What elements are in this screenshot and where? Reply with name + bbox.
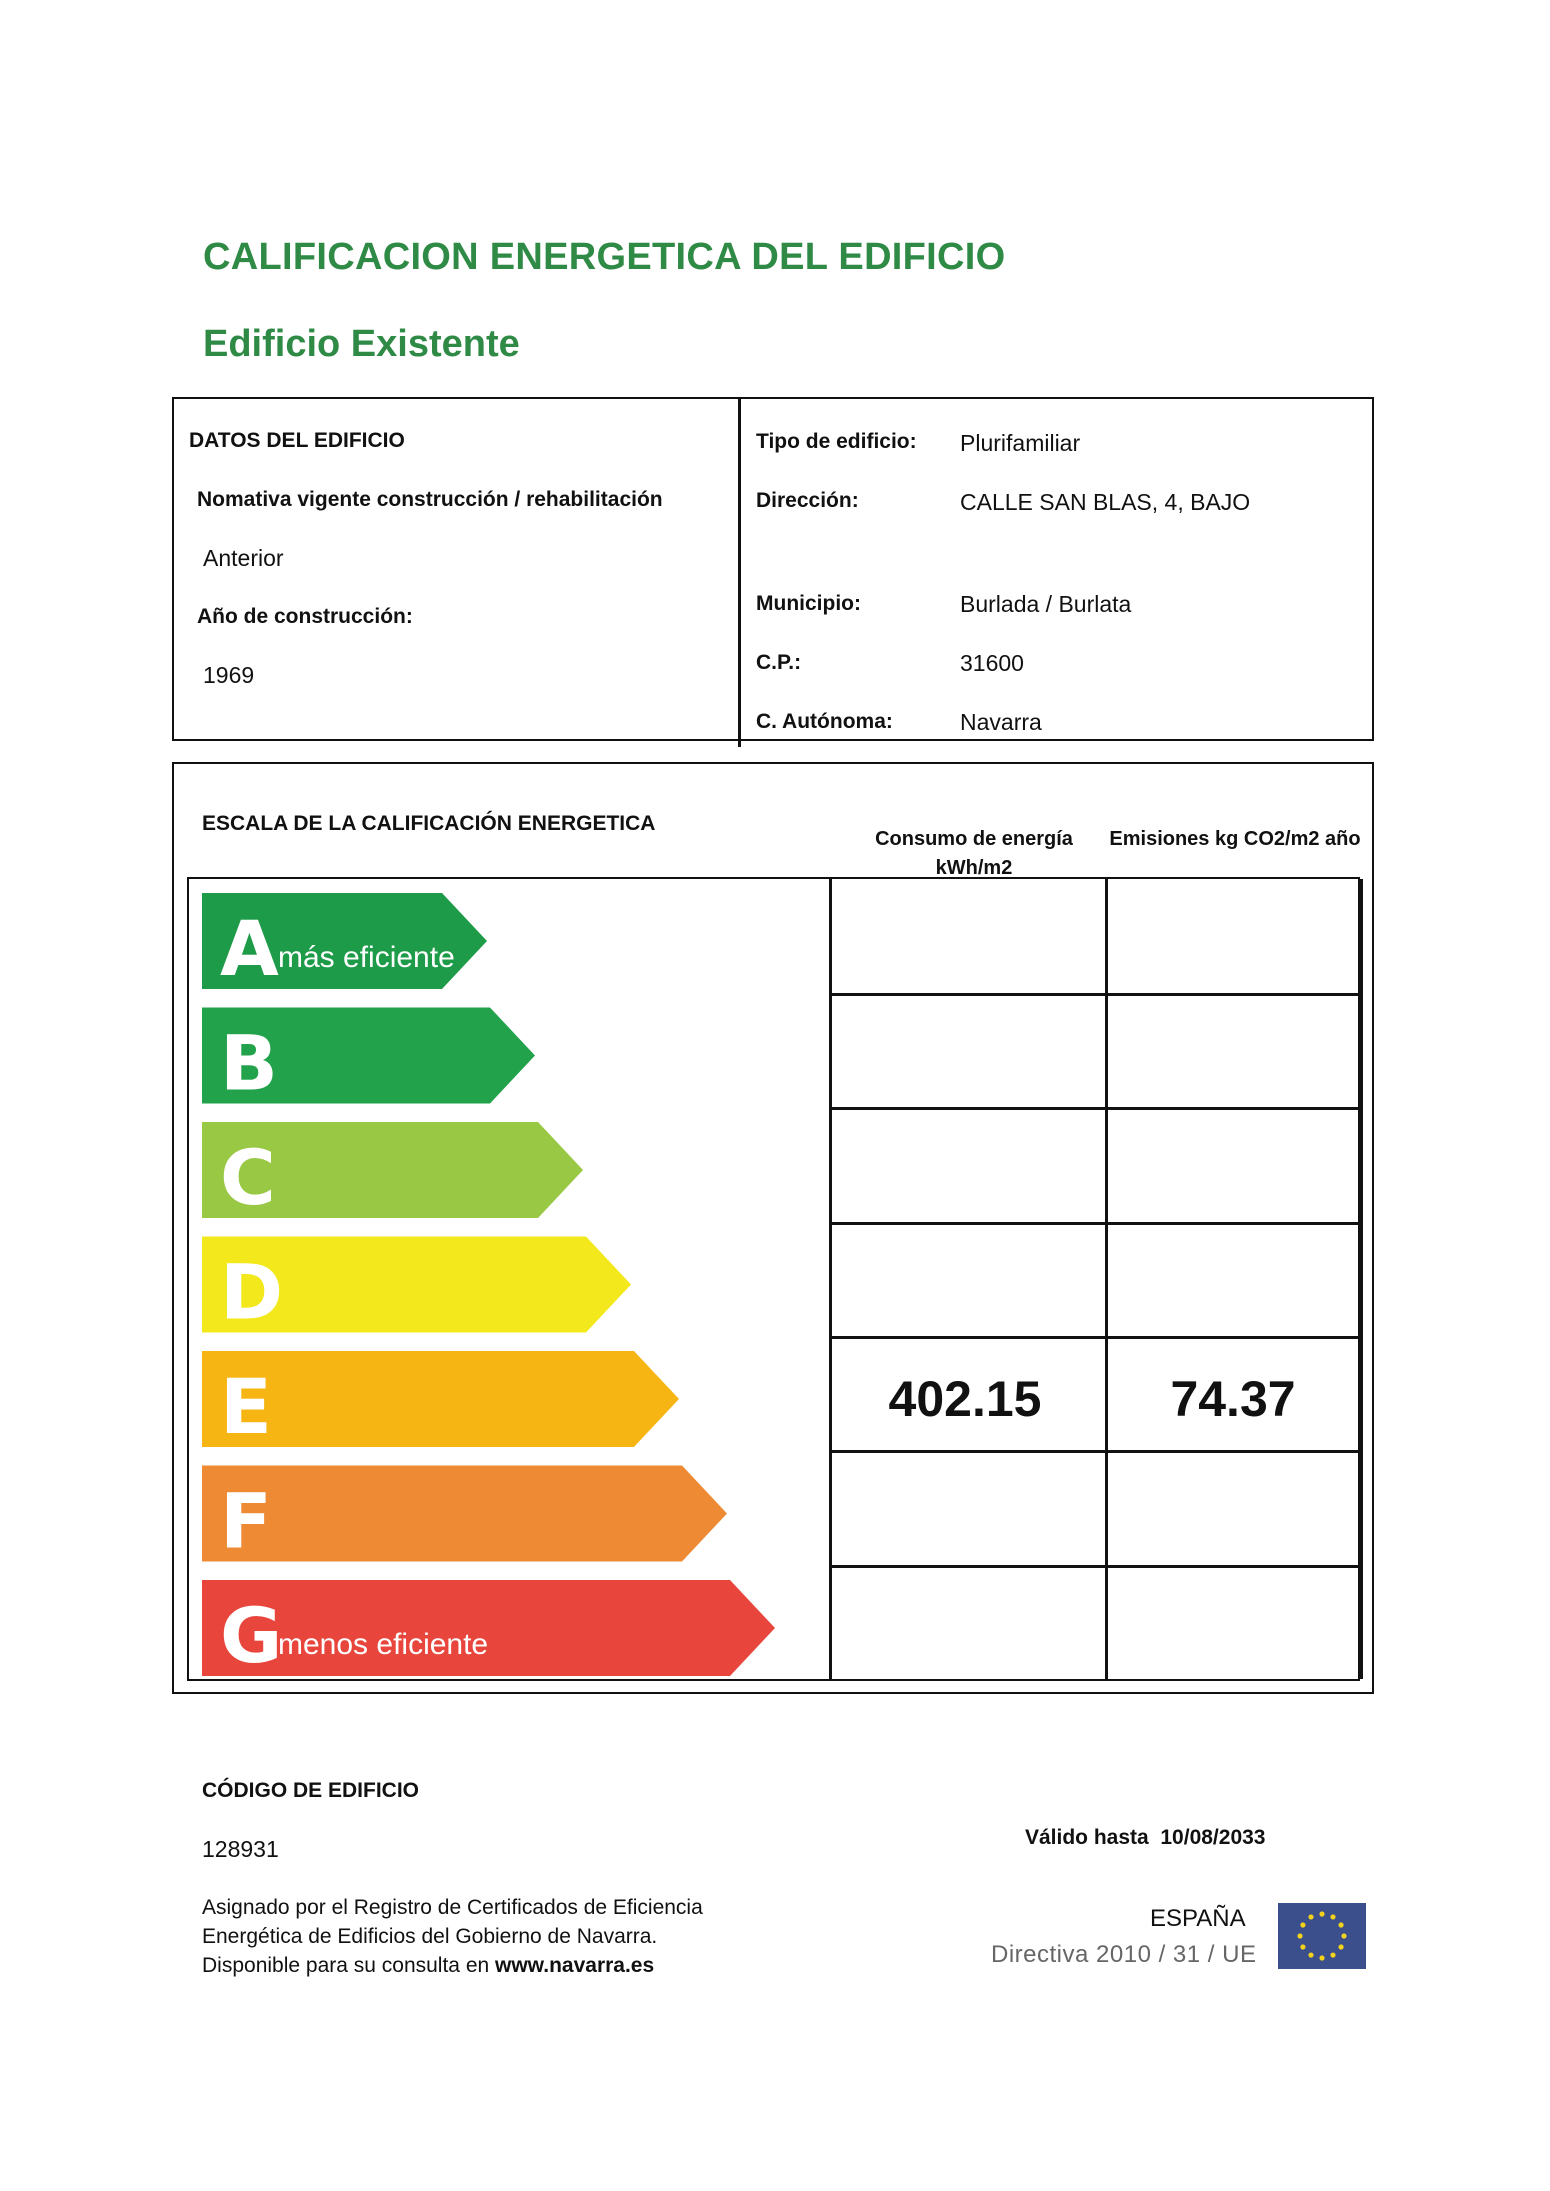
autonoma-label: C. Autónoma: <box>756 710 893 733</box>
anio-value: 1969 <box>203 662 255 688</box>
normativa-label: Nomativa vigente construcción / rehabilitación <box>197 488 663 511</box>
emisiones-header: Emisiones kg CO2/m2 año <box>1109 828 1361 850</box>
tipo-label: Tipo de edificio: <box>756 430 917 453</box>
datos-section-title: DATOS DEL EDIFICIO <box>189 429 405 452</box>
codigo-label: CÓDIGO DE EDIFICIO <box>202 1779 420 1802</box>
energy-letter-c: C <box>220 1133 276 1222</box>
grid-row-divider <box>829 1107 1362 1110</box>
energy-scale-arrows <box>190 880 830 1680</box>
navarra-link[interactable]: www.navarra.es <box>495 1954 655 1977</box>
energy-letter-a: A <box>220 904 279 993</box>
eu-star <box>1338 1922 1343 1927</box>
page-title: CALIFICACION ENERGETICA DEL EDIFICIO <box>203 236 1006 278</box>
emisiones-value: 74.37 <box>1170 1371 1296 1427</box>
escala-section-title: ESCALA DE LA CALIFICACIÓN ENERGETICA <box>202 812 656 835</box>
valido-label: Válido hasta <box>1025 1826 1149 1849</box>
directiva-label: Directiva 2010 / 31 / UE <box>991 1941 1257 1968</box>
page-subtitle: Edificio Existente <box>203 323 520 365</box>
anio-label: Año de construcción: <box>197 605 413 628</box>
eu-star <box>1338 1944 1343 1949</box>
direccion-value: CALLE SAN BLAS, 4, BAJO <box>960 489 1251 515</box>
consumo-value: 402.15 <box>888 1371 1042 1427</box>
direccion-label: Dirección: <box>756 489 859 512</box>
energy-letter-b: B <box>220 1018 278 1108</box>
grid-row-divider <box>829 1565 1362 1568</box>
eu-star <box>1308 1914 1313 1919</box>
asignado-prefix: Disponible para su consulta en <box>202 1954 496 1977</box>
grid-row-divider <box>829 993 1362 996</box>
eu-star <box>1300 1944 1305 1949</box>
eu-star <box>1297 1933 1302 1938</box>
eu-star <box>1300 1922 1305 1927</box>
autonoma-value: Navarra <box>960 709 1042 735</box>
pais-label: ESPAÑA <box>1150 1905 1246 1932</box>
eu-star <box>1319 1955 1324 1960</box>
cp-value: 31600 <box>960 650 1024 676</box>
datos-divider <box>738 397 741 747</box>
energy-letter-e: E <box>220 1362 272 1451</box>
energy-arrow-e <box>202 1351 679 1447</box>
grid-col-divider-2 <box>1105 879 1108 1679</box>
eu-star <box>1319 1911 1324 1916</box>
grid-col-divider-3 <box>1360 879 1363 1679</box>
eu-star <box>1308 1952 1313 1957</box>
grid-row-divider <box>829 1336 1362 1339</box>
codigo-value: 128931 <box>202 1836 279 1862</box>
municipio-value: Burlada / Burlata <box>960 591 1132 617</box>
energy-arrow-f <box>202 1466 727 1562</box>
consumo-header: Consumo de energía kWh/m2 <box>875 828 1073 879</box>
energy-letter-g: G <box>220 1591 283 1680</box>
energy-caption-a: más eficiente <box>278 941 455 974</box>
asignado-line-2: Energética de Edificios del Gobierno de Navarra. <box>202 1925 658 1948</box>
asignado-line-3 <box>202 1951 703 1980</box>
eu-star <box>1341 1933 1346 1938</box>
energy-letter-f: F <box>220 1476 272 1566</box>
tipo-value: Plurifamiliar <box>960 430 1081 456</box>
valido-value: 10/08/2033 <box>1160 1826 1266 1849</box>
valido-hasta <box>1025 1826 1265 1850</box>
asignado-line-1: Asignado por el Registro de Certificados de Eficiencia <box>202 1896 703 1919</box>
asignado-text <box>202 1893 703 1980</box>
municipio-label: Municipio: <box>756 592 861 615</box>
energy-letter-d: D <box>220 1247 284 1337</box>
grid-row-divider <box>829 1222 1362 1225</box>
eu-star <box>1330 1952 1335 1957</box>
energy-caption-g: menos eficiente <box>278 1628 489 1661</box>
cp-label: C.P.: <box>756 651 802 674</box>
grid-row-divider <box>829 1450 1362 1453</box>
normativa-value: Anterior <box>203 545 284 571</box>
eu-star <box>1330 1914 1335 1919</box>
eu-flag-icon <box>1278 1903 1366 1969</box>
